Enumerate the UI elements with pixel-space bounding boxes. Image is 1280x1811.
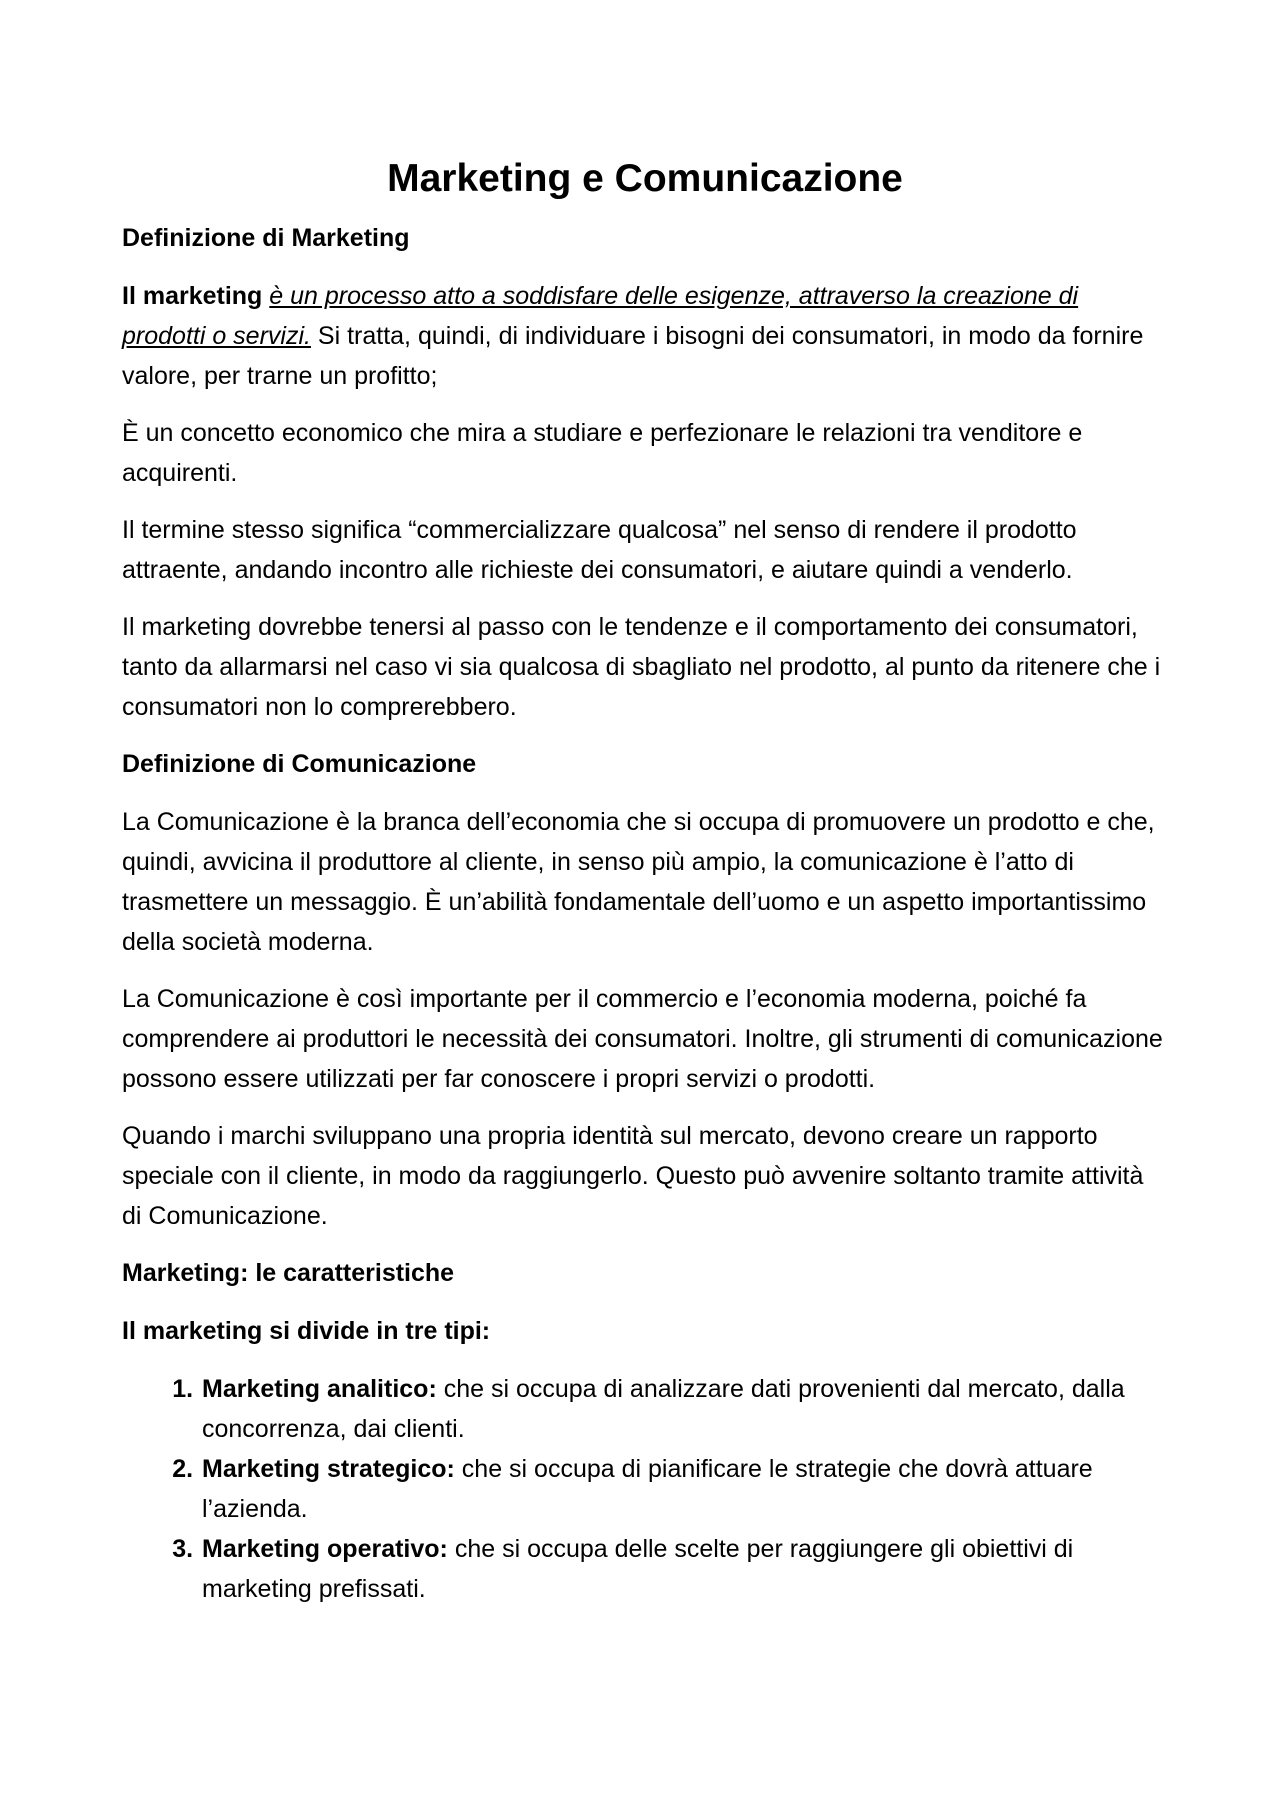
- paragraph-text: Si tratta, quindi, di individuare i bisogni dei consumatori, in modo da fornire valore, per trarne un profitto;: [122, 322, 1144, 390]
- paragraph-text: Il marketing dovrebbe tenersi al passo con le tendenze e il comportamento dei consumatori, tanto da allarmarsi nel caso vi sia qualcosa di sbagliato nel prodotto, al punto da ritenere che i consumatori non lo comprerebbero.: [122, 613, 1161, 721]
- paragraph-text: La Comunicazione è la branca dell’economia che si occupa di promuovere un prodotto e che, quindi, avvicina il produttore al cliente, in senso più ampio, la comunicazione è l’atto di trasmettere un messaggio. È un’abilità fondamentale dell’uomo e un aspetto importantissimo della società moderna.: [122, 808, 1155, 956]
- list-item: [200, 1369, 1168, 1449]
- underlined-definition: è un processo atto a soddisfare delle esigenze, attraverso la creazione di prodotti o servizi.: [122, 282, 1079, 350]
- lead-term: Il marketing: [122, 282, 263, 310]
- paragraph-text: Quando i marchi sviluppano una propria identità sul mercato, devono creare un rapporto speciale con il cliente, in modo da raggiungerlo. Questo può avvenire soltanto tramite attività di Comunicazione.: [122, 1122, 1144, 1230]
- list-item-desc: che si occupa di analizzare dati provenienti dal mercato, dalla concorrenza, dai clienti.: [202, 1375, 1125, 1443]
- list-item-desc: che si occupa delle scelte per raggiungere gli obiettivi di marketing prefissati.: [202, 1535, 1074, 1603]
- list-item-term: Marketing operativo:: [202, 1535, 448, 1563]
- list-intro: Il marketing si divide in tre tipi:: [122, 1317, 491, 1345]
- paragraph-text: È un concetto economico che mira a studiare e perfezionare le relazioni tra venditore e acquirenti.: [122, 419, 1083, 487]
- list-item-desc: che si occupa di pianificare le strategie che dovrà attuare l’azienda.: [202, 1455, 1093, 1523]
- section-heading-marketing: Definizione di Marketing: [122, 224, 410, 252]
- page-title: Marketing e Comunicazione: [387, 157, 903, 200]
- list-item-term: Marketing analitico:: [202, 1375, 437, 1403]
- section-heading-caratteristiche: Marketing: le caratteristiche: [122, 1259, 455, 1287]
- list-item: [200, 1529, 1168, 1609]
- list-item: [200, 1449, 1168, 1529]
- list-item-term: Marketing strategico:: [202, 1455, 455, 1483]
- paragraph-text: Il termine stesso significa “commercializzare qualcosa” nel senso di rendere il prodotto attraente, andando incontro alle richieste dei consumatori, e aiutare quindi a venderlo.: [122, 516, 1077, 584]
- marketing-types-list: [122, 1369, 1168, 1609]
- document-page: [122, 150, 1168, 1609]
- section-heading-comunicazione: Definizione di Comunicazione: [122, 750, 477, 778]
- paragraph-marketing-definition: [122, 276, 1168, 396]
- paragraph-text: La Comunicazione è così importante per il commercio e l’economia moderna, poiché fa comprendere ai produttori le necessità dei consumatori. Inoltre, gli strumenti di comunicazione possono essere utilizzati per far conoscere i propri servizi o prodotti.: [122, 985, 1163, 1093]
